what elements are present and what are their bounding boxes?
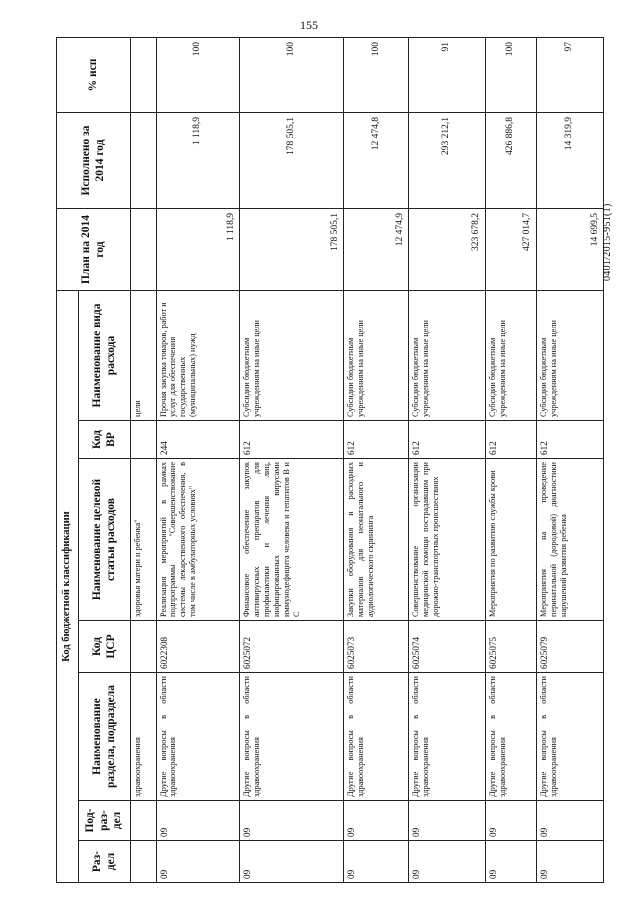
cell-podrazdel: 09 — [239, 801, 343, 841]
header-kod-vr: Код ВР — [79, 421, 131, 459]
cell-podrazdel: 09 — [156, 801, 239, 841]
cell-razdel: 09 — [239, 841, 343, 883]
cell-pct: 100 — [344, 37, 409, 112]
cell-kod-csr: 6025075 — [485, 621, 536, 673]
cell-name-podrazdel: Другие вопросы в области здравоохранения — [344, 673, 409, 801]
cell-kod-vr: 612 — [536, 421, 603, 459]
cell-name-vr: Субсидии бюджетным учреждениям на иные цели — [536, 290, 603, 420]
cell-plan: 1 118,9 — [156, 208, 239, 290]
cell-name-csr: Реализация мероприятий в рамках подпрограммы "Совершенствование системы лекарственного обеспечения, в том числе в амбулаторных условиях" — [156, 459, 239, 621]
cell-kod-vr: 612 — [485, 421, 536, 459]
cell-pct: 91 — [409, 37, 486, 112]
cell-pct: 100 — [156, 37, 239, 112]
header-fact: Исполнено за 2014 год — [57, 112, 131, 208]
cell-pct: 100 — [239, 37, 343, 112]
cell-razdel: 09 — [485, 841, 536, 883]
header-razdel: Раз-дел — [79, 841, 131, 883]
table-row — [485, 37, 536, 882]
cell-kod-csr: 6025073 — [344, 621, 409, 673]
cell-plan: 14 699,5 — [536, 208, 603, 290]
table-row — [239, 37, 343, 882]
cell-kod-csr: 6022308 — [156, 621, 239, 673]
header-plan: План на 2014 год — [57, 208, 131, 290]
header-podrazdel: Под-раз-дел — [79, 801, 131, 841]
cell-pct: 100 — [485, 37, 536, 112]
cell-name-podrazdel: Другие вопросы в области здравоохранения — [239, 673, 343, 801]
cell-kod-vr — [131, 421, 157, 459]
cell-name-podrazdel: Другие вопросы в области здравоохранения — [485, 673, 536, 801]
header-kod-csr: Код ЦСР — [79, 621, 131, 673]
cell-fact: 1 118,9 — [156, 112, 239, 208]
cell-kod-vr: 612 — [239, 421, 343, 459]
cell-kod-csr: 6025074 — [409, 621, 486, 673]
cell-name-csr: здоровья матери и ребенка" — [131, 459, 157, 621]
cell-name-csr: Финансовое обеспечение закупок антивирусных препаратов для профилактики и лечения лиц, инфицированных вирусами иммунодефицита человека и гепатитов В и С — [239, 459, 343, 621]
cell-kod-vr: 612 — [409, 421, 486, 459]
cell-fact — [131, 112, 157, 208]
table-row — [131, 37, 157, 882]
cell-name-vr: Субсидии бюджетным учреждениям на иные цели — [409, 290, 486, 420]
header-name-csr: Наименование целевой статьи расходов — [79, 459, 131, 621]
cell-name-podrazdel: Другие вопросы в области здравоохранения — [156, 673, 239, 801]
cell-razdel — [131, 841, 157, 883]
cell-pct: 97 — [536, 37, 603, 112]
cell-razdel: 09 — [344, 841, 409, 883]
table-row — [344, 37, 409, 882]
cell-fact: 293 212,1 — [409, 112, 486, 208]
budget-table-rotated — [56, 38, 604, 883]
cell-kod-vr: 612 — [344, 421, 409, 459]
table-row — [156, 37, 239, 882]
cell-name-vr: Субсидии бюджетным учреждениям на иные цели — [485, 290, 536, 420]
header-name-vr: Наименование вида расхода — [79, 290, 131, 420]
header-name-podrazdel: Наименование раздела, подраздела — [79, 673, 131, 801]
cell-fact: 178 505,1 — [239, 112, 343, 208]
cell-name-vr: цели — [131, 290, 157, 420]
cell-plan — [131, 208, 157, 290]
cell-podrazdel: 09 — [485, 801, 536, 841]
cell-name-csr: Мероприятия по развитию службы крови — [485, 459, 536, 621]
cell-fact: 12 474,8 — [344, 112, 409, 208]
cell-fact: 426 886,8 — [485, 112, 536, 208]
budget-table — [56, 37, 604, 883]
cell-name-vr: Субсидии бюджетным учреждениям на иные цели — [239, 290, 343, 420]
cell-plan: 178 505,1 — [239, 208, 343, 290]
budget-table-frame — [56, 38, 604, 883]
cell-kod-csr: 6025072 — [239, 621, 343, 673]
cell-name-vr: Прочая закупка товаров, работ и услуг для обеспечения государственных (муниципальных) нужд — [156, 290, 239, 420]
page-number: 155 — [300, 18, 318, 32]
cell-podrazdel: 09 — [536, 801, 603, 841]
cell-name-podrazdel: Другие вопросы в области здравоохранения — [409, 673, 486, 801]
header-pct: % исп — [57, 37, 131, 112]
cell-name-vr: Субсидии бюджетным учреждениям на иные цели — [344, 290, 409, 420]
cell-podrazdel: 09 — [344, 801, 409, 841]
header-group: Код бюджетной классификации — [57, 290, 79, 882]
cell-plan: 427 014,7 — [485, 208, 536, 290]
cell-fact: 14 319,9 — [536, 112, 603, 208]
cell-kod-vr: 244 — [156, 421, 239, 459]
cell-kod-csr — [131, 621, 157, 673]
cell-name-csr: Совершенствование организации медицинской помощи пострадавшим при дорожно-транспортных происшествиях — [409, 459, 486, 621]
cell-name-podrazdel: Другие вопросы в области здравоохранения — [536, 673, 603, 801]
cell-name-csr: Мероприятия на проведение перинатальной (дородовой) диагностики нарушений развития ребенка — [536, 459, 603, 621]
cell-pct — [131, 37, 157, 112]
cell-plan: 323 678,2 — [409, 208, 486, 290]
table-row — [536, 37, 603, 882]
cell-kod-csr: 6025079 — [536, 621, 603, 673]
cell-razdel: 09 — [536, 841, 603, 883]
cell-name-podrazdel: здравоохранения — [131, 673, 157, 801]
cell-name-csr: Закупки оборудования и расходных материалов для неонатального и аудиологического скрининга — [344, 459, 409, 621]
cell-plan: 12 474,9 — [344, 208, 409, 290]
cell-razdel: 09 — [409, 841, 486, 883]
table-row — [409, 37, 486, 882]
document-code: 0401/2015-951(1) — [602, 203, 613, 281]
cell-podrazdel: 09 — [409, 801, 486, 841]
cell-razdel: 09 — [156, 841, 239, 883]
cell-podrazdel — [131, 801, 157, 841]
